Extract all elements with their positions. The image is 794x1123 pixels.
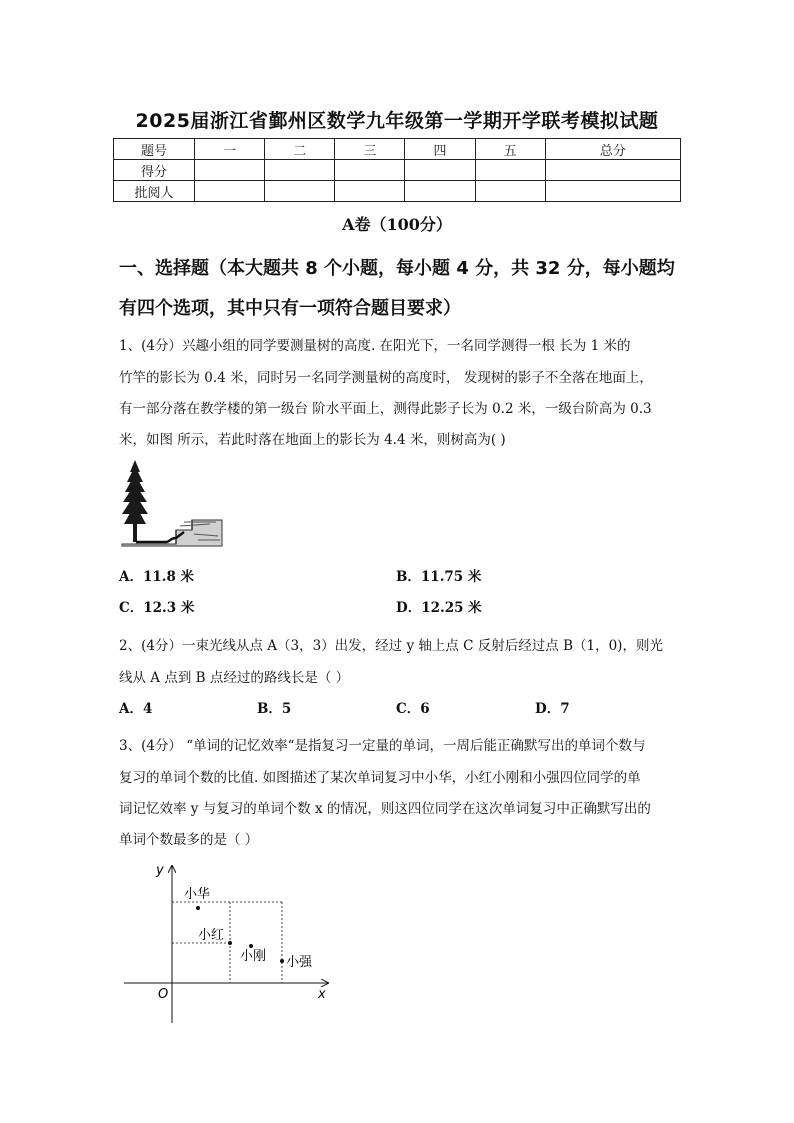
label-xiaogang: 小刚 bbox=[240, 949, 267, 964]
x-axis-label: x bbox=[318, 987, 326, 1002]
label-xiaohua: 小华 bbox=[184, 887, 211, 902]
point-xiaogang bbox=[249, 944, 253, 948]
tree-shadow-figure bbox=[120, 458, 224, 550]
score-cell[interactable] bbox=[335, 160, 405, 181]
q3-line: 3、(4分） “单词的记忆效率“是指复习一定量的单词，一周后能正确默写出的单词个数与 bbox=[119, 738, 646, 754]
score-table bbox=[113, 138, 681, 202]
q1-option-c[interactable]: C．12.3 米 bbox=[119, 600, 195, 616]
score-row-label: 得分 bbox=[114, 160, 195, 181]
exam-title: 2025届浙江省鄞州区数学九年级第一学期开学联考模拟试题 bbox=[135, 110, 659, 132]
point-xiaohong bbox=[228, 941, 232, 945]
label-xiaohong: 小红 bbox=[198, 928, 225, 943]
q1-line: 竹竿的影长为 0.4 米，同时另一名同学测量树的高度时， 发现树的影子不全落在地面上， bbox=[119, 370, 653, 386]
q1-option-a[interactable]: A．11.8 米 bbox=[119, 569, 195, 585]
score-cell[interactable] bbox=[475, 160, 545, 181]
section-title: A卷（100分） bbox=[342, 215, 452, 234]
memory-efficiency-graph bbox=[118, 858, 338, 1028]
score-header-cell: 二 bbox=[265, 139, 335, 160]
reviewer-cell[interactable] bbox=[405, 181, 475, 202]
origin-label: O bbox=[158, 987, 169, 1002]
score-cell[interactable] bbox=[405, 160, 475, 181]
q2-option-d[interactable]: D．7 bbox=[535, 701, 570, 717]
score-row bbox=[114, 160, 681, 181]
reviewer-cell[interactable] bbox=[335, 181, 405, 202]
q1-option-b[interactable]: B．11.75 米 bbox=[396, 569, 482, 585]
reviewer-cell[interactable] bbox=[545, 181, 680, 202]
part1-heading-line2: 有四个选项，其中只有一项符合题目要求） bbox=[119, 298, 461, 319]
score-header-cell: 三 bbox=[335, 139, 405, 160]
q1-line: 1、(4分）兴趣小组的同学要测量树的高度. 在阳光下，一名同学测得一根 长为 1 米的 bbox=[119, 338, 631, 354]
q1-option-d[interactable]: D．12.25 米 bbox=[396, 600, 482, 616]
q3-line: 词记忆效率 y 与复习的单词个数 x 的情况，则这四位同学在这次单词复习中正确默写出的 bbox=[119, 801, 651, 817]
score-cell[interactable] bbox=[265, 160, 335, 181]
q3-line: 单词个数最多的是（ ） bbox=[119, 832, 259, 848]
score-table-header-row bbox=[114, 139, 681, 160]
q2-line: 线从 A 点到 B 点经过的路线长是（ ） bbox=[119, 670, 350, 686]
q2-line: 2、(4分）一束光线从点 A（3，3）出发，经过 y 轴上点 C 反射后经过点 B（1，0)，则光 bbox=[119, 638, 663, 654]
point-xiaoqiang bbox=[280, 959, 284, 963]
score-cell[interactable] bbox=[195, 160, 265, 181]
label-xiaoqiang: 小强 bbox=[286, 955, 313, 970]
score-header-cell: 总分 bbox=[545, 139, 680, 160]
q3-line: 复习的单词个数的比值. 如图描述了某次单词复习中小华，小红小刚和小强四位同学的单 bbox=[119, 770, 641, 786]
score-header-cell: 一 bbox=[195, 139, 265, 160]
q2-option-b[interactable]: B．5 bbox=[257, 701, 292, 717]
reviewer-cell[interactable] bbox=[195, 181, 265, 202]
reviewer-row-label: 批阅人 bbox=[114, 181, 195, 202]
score-header-cell: 题号 bbox=[114, 139, 195, 160]
reviewer-cell[interactable] bbox=[475, 181, 545, 202]
score-cell[interactable] bbox=[545, 160, 680, 181]
reviewer-row bbox=[114, 181, 681, 202]
reviewer-cell[interactable] bbox=[265, 181, 335, 202]
q1-line: 有一部分落在教学楼的第一级台 阶水平面上，测得此影子长为 0.2 米，一级台阶高为 0.3 bbox=[119, 401, 652, 417]
y-axis-label: y bbox=[156, 863, 164, 878]
score-header-cell: 四 bbox=[405, 139, 475, 160]
point-xiaohua bbox=[196, 906, 200, 910]
q2-option-a[interactable]: A．4 bbox=[119, 701, 153, 717]
part1-heading-line1: 一、选择题（本大题共 8 个小题，每小题 4 分，共 32 分，每小题均 bbox=[119, 258, 675, 279]
q2-option-c[interactable]: C．6 bbox=[396, 701, 430, 717]
score-header-cell: 五 bbox=[475, 139, 545, 160]
q1-line: 米，如图 所示，若此时落在地面上的影长为 4.4 米，则树高为( ) bbox=[119, 432, 506, 448]
